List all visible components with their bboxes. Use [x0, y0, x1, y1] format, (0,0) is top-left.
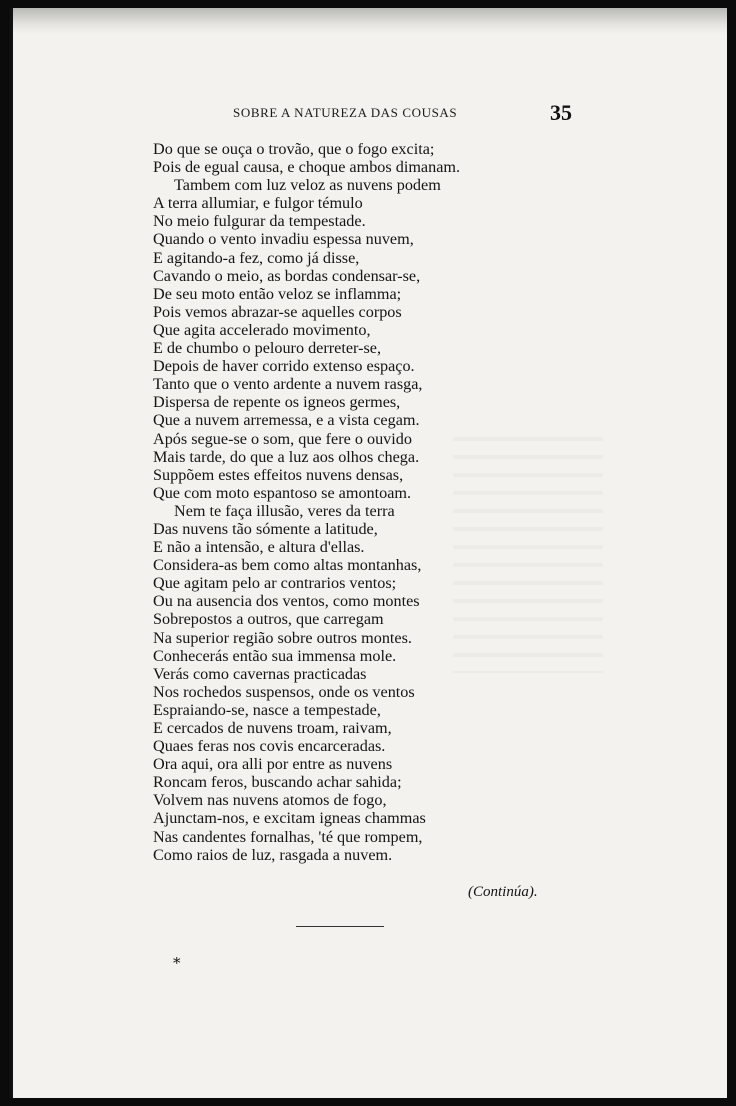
- poem-line: Suppõem estes effeitos nuvens densas,: [153, 465, 404, 484]
- poem-line: Que com moto espantoso se amontoam.: [153, 483, 412, 502]
- poem-line: Espraiando-se, nasce a tempestade,: [153, 700, 381, 719]
- page-number: 35: [550, 100, 572, 125]
- continuation-note: (Continúa).: [468, 884, 538, 900]
- poem-line: Nas candentes fornalhas, 'té que rompem,: [153, 827, 423, 846]
- poem-line: Tanto que o vento ardente a nuvem rasga,: [153, 375, 423, 394]
- poem-line: Que agita accelerado movimento,: [153, 320, 371, 339]
- poem-line: Ajunctam-nos, e excitam igneas chammas: [153, 809, 426, 828]
- page-top-edge: [13, 8, 727, 34]
- poem-line: Conhecerás então sua immensa mole.: [153, 646, 397, 665]
- poem-line: Verás como cavernas practicadas: [153, 664, 367, 683]
- poem-line: Das nuvens tão sómente a latitude,: [153, 519, 378, 538]
- poem-line: E cercados de nuvens troam, raivam,: [153, 719, 392, 737]
- poem-line: Ou na ausencia dos ventos, como montes: [153, 592, 420, 611]
- poem-line: A terra allumiar, e fulgor témulo: [153, 194, 363, 213]
- poem-line: Pois de egual causa, e choque ambos dimanam.: [153, 158, 461, 177]
- poem-line: Nos rochedos suspensos, onde os ventos: [153, 682, 415, 701]
- poem-line: E de chumbo o pelouro derreter-se,: [153, 339, 382, 358]
- poem-line: Que a nuvem arremessa, e a vista cegam.: [153, 411, 420, 430]
- poem-line: Na superior região sobre outros montes.: [153, 628, 412, 647]
- poem-line: Após segue-se o som, que fere o ouvido: [153, 429, 412, 448]
- poem-line: Que agitam pelo ar contrarios ventos;: [153, 574, 397, 593]
- poem-line: Nem te faça illusão, veres da terra: [174, 501, 395, 520]
- poem-line: Pois vemos abrazar-se aquelles corpos: [153, 302, 402, 321]
- poem-line: Depois de haver corrido extenso espaço.: [153, 357, 415, 376]
- poem-line: Quaes feras nos covis encarceradas.: [153, 737, 386, 756]
- poem-line: Mais tarde, do que a luz aos olhos chega.: [153, 447, 420, 466]
- poem-line: E não a intensão, e altura d'ellas.: [153, 538, 365, 557]
- poem-line: Roncam feros, buscando achar sahida;: [153, 773, 402, 792]
- poem-line: Sobrepostos a outros, que carregam: [153, 610, 384, 629]
- poem-line: Cavando o meio, as bordas condensar-se,: [153, 266, 421, 285]
- poem-line: Como raios de luz, rasgada a nuvem.: [153, 845, 393, 864]
- poem-line: Tambem com luz veloz as nuvens podem: [174, 176, 441, 195]
- poem-line: Do que se ouça o trovão, que o fogo excita;: [153, 140, 435, 158]
- poem-line: De seu moto então veloz se inflamma;: [153, 284, 402, 303]
- poem-line: Considera-as bem como altas montanhas,: [153, 556, 422, 575]
- poem-line: No meio fulgurar da tempestade.: [153, 212, 366, 231]
- poem-line: E agitando-a fez, como já disse,: [153, 248, 360, 267]
- asterisk-ornament: *: [173, 954, 181, 972]
- poem-line: Ora aqui, ora alli por entre as nuvens: [153, 755, 393, 774]
- book-page: [10, 8, 727, 1098]
- poem-line: Dispersa de repente os igneos germes,: [153, 393, 401, 412]
- section-divider: [296, 926, 384, 927]
- poem-line: Volvem nas nuvens atomos de fogo,: [153, 791, 387, 810]
- poem-line: Quando o vento invadiu espessa nuvem,: [153, 230, 414, 249]
- poem-body: [153, 140, 573, 864]
- running-title: SOBRE A NATUREZA DAS COUSAS: [233, 105, 458, 120]
